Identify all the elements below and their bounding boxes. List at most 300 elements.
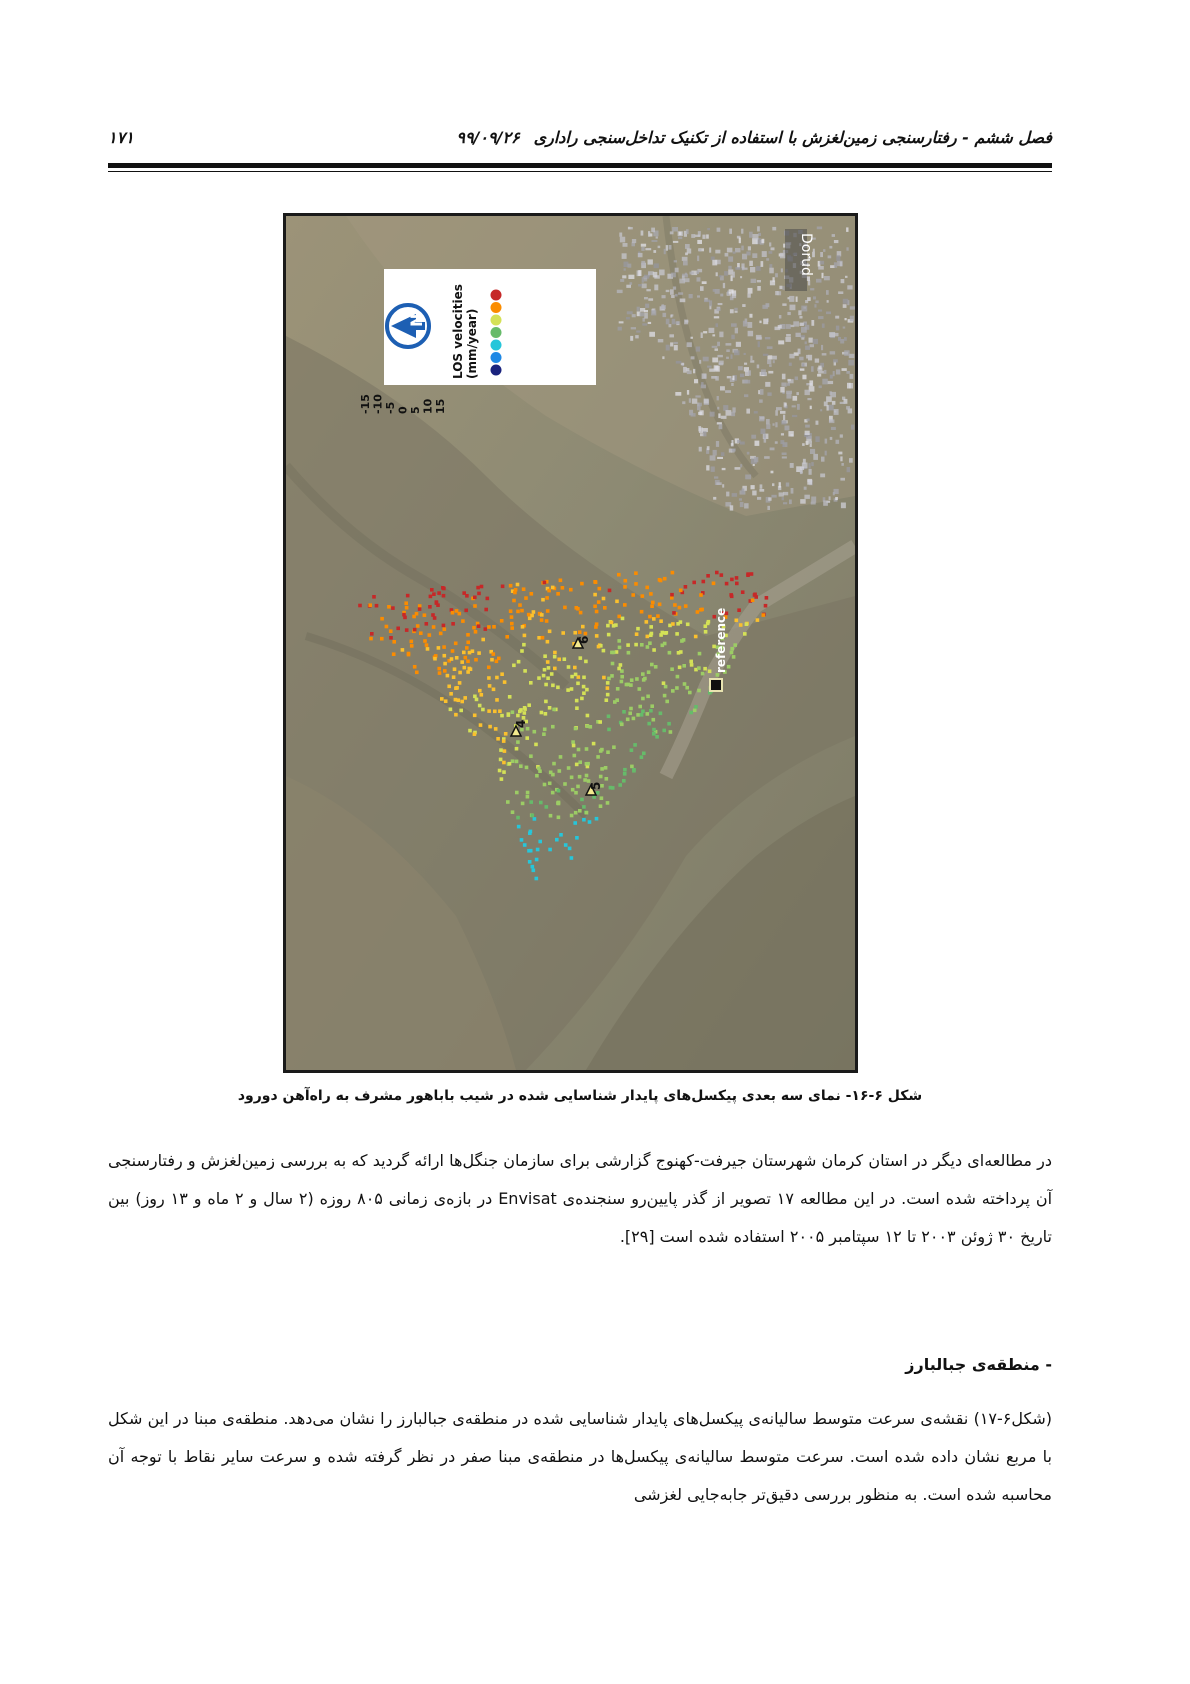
ps-point (585, 811, 589, 815)
ps-point (690, 663, 694, 667)
ps-point (706, 574, 710, 578)
ps-point (682, 664, 686, 668)
ps-point (557, 801, 561, 805)
ps-point (670, 596, 674, 600)
ps-point (611, 662, 615, 666)
ps-point (607, 728, 611, 732)
ps-point (630, 748, 634, 752)
ps-point (573, 754, 577, 758)
ps-point (640, 643, 644, 647)
ps-point (524, 596, 528, 600)
ps-point (557, 789, 561, 793)
ps-point (704, 630, 708, 634)
ps-point (697, 689, 701, 693)
ps-point (500, 619, 504, 623)
ps-point (661, 644, 665, 648)
ps-point (405, 628, 409, 632)
ps-point (623, 603, 627, 607)
ps-point (599, 804, 603, 808)
ps-point (704, 624, 708, 628)
ps-point (484, 608, 488, 612)
ps-point (543, 581, 547, 585)
ps-point (358, 604, 362, 608)
ps-point (516, 816, 520, 820)
ps-point (573, 821, 577, 825)
ps-point (387, 605, 391, 609)
ps-point (492, 688, 496, 692)
ps-point (492, 625, 496, 629)
ps-point (538, 840, 542, 844)
paragraph-1: در مطالعه‌ای دیگر در استان کرمان شهرستان جیرفت-کهنوج گزارشی برای سازمان جنگل‌ها ارائه گردید که به بررسی زمین‌لغزش و رفتارسنجی آن پرداخته شده است. در این مطالعه ۱۷ تصویر از گذر پایین‌رو سنجنده‌ی Envisat در بازه‌ی زمانی ۸۰۵ روزه (۲ سال و ۲ ماه و ۱۳ روز) بین تاریخ ۳۰ ژوئن ۲۰۰۳ تا ۱۲ سپتامبر ۲۰۰۵ استفاده شده است [۲۹]. (108, 1151, 1053, 1246)
ps-point (488, 684, 492, 688)
ps-point (614, 623, 618, 627)
ps-point (502, 770, 506, 774)
marker-4-label: 4 (514, 719, 528, 728)
ps-point (541, 598, 545, 602)
ps-point (532, 610, 536, 614)
ps-point (598, 587, 602, 591)
ps-point (531, 814, 535, 818)
ps-point (694, 705, 698, 709)
ps-point (699, 608, 703, 612)
ps-point (516, 740, 520, 744)
ps-point (528, 617, 532, 621)
ps-point (468, 667, 472, 671)
ps-point (584, 632, 588, 636)
ps-point (526, 791, 530, 795)
ps-point (438, 671, 442, 675)
ps-point (694, 635, 698, 639)
ps-point (567, 665, 571, 669)
ps-point (579, 611, 583, 615)
ps-point (559, 833, 563, 837)
ps-point (663, 577, 667, 581)
ps-point (370, 632, 374, 636)
ps-point (585, 747, 589, 751)
ps-point (477, 624, 481, 628)
ps-point (632, 768, 636, 772)
ps-point (580, 798, 584, 802)
ps-point (547, 589, 551, 593)
ps-point (536, 848, 540, 852)
ps-point (423, 613, 427, 617)
ps-point (548, 630, 552, 634)
ps-point (580, 697, 584, 701)
ps-point (544, 700, 548, 704)
ps-point (730, 647, 734, 651)
ps-point (578, 775, 582, 779)
ps-point (500, 714, 504, 718)
ps-point (479, 723, 483, 727)
ps-point (407, 652, 411, 656)
ps-point (730, 578, 734, 582)
ps-point (449, 708, 453, 712)
ps-point (542, 674, 546, 678)
ps-point (623, 772, 627, 776)
ps-point (563, 782, 567, 786)
ps-point (593, 605, 597, 609)
ps-point (675, 686, 679, 690)
ps-point (577, 748, 581, 752)
ps-point (546, 676, 550, 680)
north-arrow-icon (387, 305, 429, 347)
ps-point (410, 644, 414, 648)
ps-point (543, 783, 547, 787)
ps-point (486, 597, 490, 601)
ps-point (676, 675, 680, 679)
ps-point (606, 750, 610, 754)
ps-point (735, 582, 739, 586)
ps-point (610, 651, 614, 655)
ps-point (487, 676, 491, 680)
ps-point (372, 595, 376, 599)
ps-point (697, 666, 701, 670)
ps-point (480, 585, 484, 589)
ps-point (419, 631, 423, 635)
ps-point (615, 698, 619, 702)
ps-point (428, 633, 432, 637)
ps-point (451, 611, 455, 615)
running-header (108, 128, 1052, 158)
ps-point (595, 622, 599, 626)
ps-point (529, 754, 533, 758)
ps-point (440, 697, 444, 701)
ps-point (595, 634, 599, 638)
ps-point (649, 709, 653, 713)
ps-point (519, 764, 523, 768)
ps-point (649, 592, 653, 596)
ps-point (403, 616, 407, 620)
ps-point (511, 710, 515, 714)
ps-point (551, 791, 555, 795)
ps-point (675, 632, 679, 636)
ps-point (689, 660, 693, 664)
ps-point (679, 589, 683, 593)
ps-point (641, 710, 645, 714)
ps-point (520, 838, 524, 842)
ps-point (658, 578, 662, 582)
place-label-dorud: Dorud (798, 233, 814, 276)
ps-point (553, 655, 557, 659)
ps-point (753, 593, 757, 597)
ps-point (553, 651, 557, 655)
ps-point (500, 672, 504, 676)
ps-point (476, 586, 480, 590)
ps-point (391, 606, 395, 610)
ps-point (764, 604, 768, 608)
ps-point (454, 642, 458, 646)
legend-swatch (491, 340, 502, 351)
ps-point (663, 631, 667, 635)
ps-point (458, 671, 462, 675)
ps-point (477, 592, 481, 596)
ps-point (581, 625, 585, 629)
ps-point (515, 791, 519, 795)
ps-point (494, 727, 498, 731)
ps-point (605, 698, 609, 702)
ps-point (582, 676, 586, 680)
ps-point (512, 599, 516, 603)
ps-point (487, 625, 491, 629)
ps-point (573, 631, 577, 635)
header-title (456, 128, 1052, 147)
ps-point (415, 671, 419, 675)
ps-point (671, 622, 675, 626)
ps-point (442, 624, 446, 628)
ps-point (368, 603, 372, 607)
ps-point (539, 801, 543, 805)
ps-point (583, 778, 587, 782)
ps-point (571, 788, 575, 792)
ps-point (638, 705, 642, 709)
ps-point (551, 773, 555, 777)
ps-point (582, 805, 586, 809)
ps-point (607, 715, 611, 719)
ps-point (626, 683, 630, 687)
ps-point (703, 667, 707, 671)
ps-point (622, 779, 626, 783)
ps-point (648, 615, 652, 619)
ps-point (510, 615, 514, 619)
ps-point (641, 594, 645, 598)
ps-point (602, 597, 606, 601)
ps-point (404, 601, 408, 605)
ps-point (473, 714, 477, 718)
ps-point (684, 585, 688, 589)
ps-point (520, 649, 524, 653)
ps-point (442, 594, 446, 598)
ps-point (659, 619, 663, 623)
ps-point (437, 667, 441, 671)
ps-point (537, 636, 541, 640)
ps-point (463, 696, 467, 700)
ps-point (432, 625, 436, 629)
ps-point (496, 737, 500, 741)
ps-point (682, 638, 686, 642)
ps-point (576, 607, 580, 611)
ps-point (696, 610, 700, 614)
ps-point (623, 585, 627, 589)
ps-point (652, 732, 656, 736)
ps-point (446, 674, 450, 678)
ps-point (510, 622, 514, 626)
ps-point (473, 695, 477, 699)
legend-label: -5 (384, 401, 397, 414)
ps-point (527, 849, 531, 853)
ps-point (432, 592, 436, 596)
ps-point (633, 743, 637, 747)
ps-point (745, 622, 749, 626)
ps-point (578, 760, 582, 764)
ps-point (515, 747, 519, 751)
ps-point (525, 766, 529, 770)
ps-point (575, 763, 579, 767)
ps-point (535, 858, 539, 862)
ps-point (631, 593, 635, 597)
ps-point (720, 573, 724, 577)
ps-point (514, 588, 518, 592)
ps-point (529, 681, 533, 685)
ps-point (642, 752, 646, 756)
ps-point (647, 670, 651, 674)
ps-point (605, 777, 609, 781)
ps-point (571, 740, 575, 744)
ps-point (449, 692, 453, 696)
legend-swatch (491, 327, 502, 338)
ps-point (540, 711, 544, 715)
chapter-title: فصل ششم - رفتارسنجی زمین‌لغزش با استفاده از تکنیک تداخل‌سنجی راداری (533, 128, 1052, 147)
ps-point (498, 709, 502, 713)
ps-point (574, 791, 578, 795)
ps-point (692, 581, 696, 585)
legend-title: LOS velocities (451, 284, 465, 379)
ps-point (756, 618, 760, 622)
ps-point (508, 695, 512, 699)
ps-point (481, 708, 485, 712)
ps-point (451, 622, 455, 626)
ps-point (556, 686, 560, 690)
ps-point (596, 791, 600, 795)
ps-point (454, 713, 458, 717)
ps-point (509, 609, 513, 613)
ps-point (535, 877, 539, 881)
ps-point (488, 725, 492, 729)
ps-point (626, 643, 630, 647)
ps-point (396, 627, 400, 631)
legend-label: 10 (421, 398, 435, 414)
ps-point (389, 629, 393, 633)
ps-point (475, 698, 479, 702)
ps-point (413, 665, 417, 669)
ps-point (509, 584, 513, 588)
ps-point (498, 769, 502, 773)
ps-point (730, 595, 734, 599)
marker-6-label: 6 (577, 635, 591, 644)
ps-point (437, 591, 441, 595)
ps-point (548, 848, 552, 852)
ps-point (616, 687, 620, 691)
ps-point (750, 572, 754, 576)
ps-point (575, 836, 579, 840)
ps-point (474, 658, 478, 662)
ps-point (541, 636, 545, 640)
legend-swatch (491, 365, 502, 376)
ps-point (646, 695, 650, 699)
ps-point (574, 727, 578, 731)
ps-point (619, 663, 623, 667)
ps-point (638, 687, 642, 691)
ps-point (389, 636, 393, 640)
ps-point (634, 571, 638, 575)
ps-point (622, 710, 626, 714)
ps-point (439, 632, 443, 636)
ps-point (599, 775, 603, 779)
ps-point (585, 688, 589, 692)
ps-point (636, 713, 640, 717)
ps-point (615, 600, 619, 604)
legend-swatch (491, 315, 502, 326)
ps-point (492, 652, 496, 656)
ps-point (575, 706, 579, 710)
ps-point (741, 590, 745, 594)
ps-point (559, 755, 563, 759)
ps-point (534, 743, 538, 747)
ps-point (652, 617, 656, 621)
ps-point (652, 648, 656, 652)
ps-point (558, 769, 562, 773)
ps-point (478, 704, 482, 708)
ps-point (715, 571, 719, 575)
ps-point (574, 811, 578, 815)
ps-point (647, 722, 651, 726)
ps-point (662, 729, 666, 733)
ps-point (462, 651, 466, 655)
ps-point (416, 624, 420, 628)
ps-point (641, 672, 645, 676)
ps-point (684, 604, 688, 608)
ps-point (547, 666, 551, 670)
ps-point (415, 612, 419, 616)
ps-point (570, 687, 574, 691)
ps-point (462, 591, 466, 595)
ps-point (626, 718, 630, 722)
ps-point (369, 637, 373, 641)
ps-point (608, 589, 612, 593)
ps-point (646, 712, 650, 716)
ps-point (606, 624, 610, 628)
page-number: ۱۷۱ (108, 128, 134, 147)
ps-point (570, 776, 574, 780)
ps-point (671, 571, 675, 575)
ps-point (423, 639, 427, 643)
ps-point (528, 860, 532, 864)
ps-point (670, 667, 674, 671)
ps-point (732, 655, 736, 659)
ps-point (538, 769, 542, 773)
ps-point (617, 639, 621, 643)
ps-point (497, 657, 501, 661)
ps-point (550, 672, 554, 676)
ps-point (516, 583, 520, 587)
ps-point (561, 631, 565, 635)
ps-point (460, 700, 464, 704)
ps-point (600, 796, 604, 800)
ps-point (597, 645, 601, 649)
ps-point (473, 604, 477, 608)
ps-point (517, 825, 521, 829)
legend-label: -15 (359, 394, 372, 414)
ps-point (603, 606, 607, 610)
ps-point (670, 593, 674, 597)
ps-point (549, 814, 553, 818)
ps-point (443, 669, 447, 673)
ps-point (597, 600, 601, 604)
ps-point (429, 595, 433, 599)
legend-swatch (491, 352, 502, 363)
ps-point (621, 617, 625, 621)
ps-point (461, 619, 465, 623)
ps-point (460, 660, 464, 664)
ps-point (634, 643, 638, 647)
ps-point (595, 610, 599, 614)
ps-point (746, 572, 750, 576)
ps-point (528, 831, 532, 835)
ps-point (466, 641, 470, 645)
ps-point (612, 745, 616, 749)
ps-point (652, 718, 656, 722)
ps-point (430, 588, 434, 592)
ps-point (699, 593, 703, 597)
